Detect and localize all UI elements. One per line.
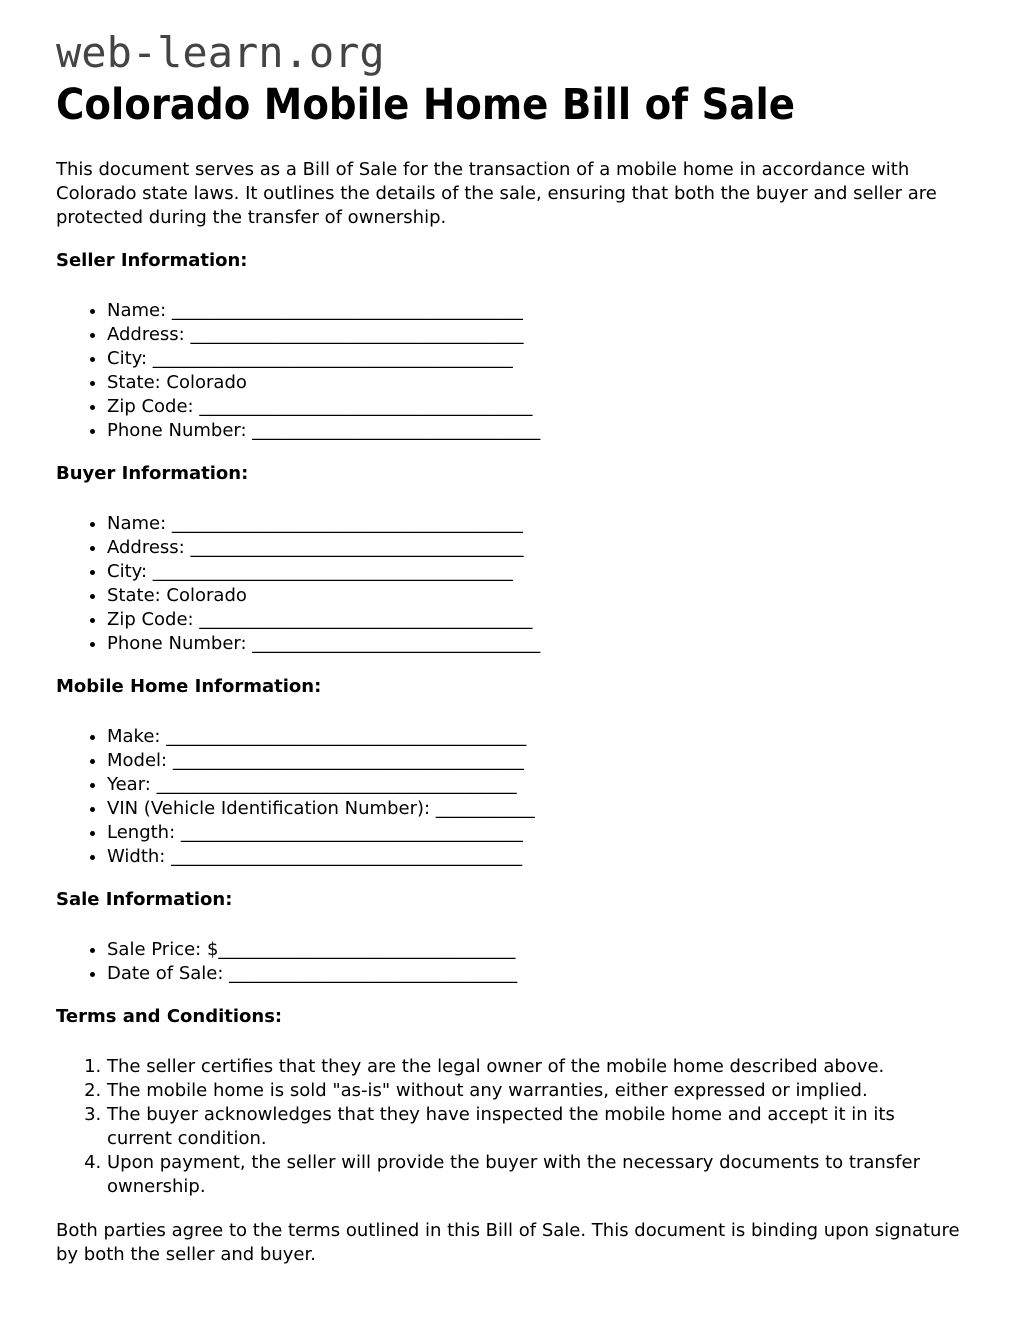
list-item-buyer-state: • State: Colorado [107, 584, 960, 608]
list-item-sale-price: • Sale Price: $_________________________________ [107, 938, 960, 962]
list-item-length: • Length: ______________________________________ [107, 821, 960, 845]
terms-item-legal-owner: 1. The seller certifies that they are the legal owner of the mobile home described above. [107, 1055, 960, 1079]
list-item-vin: • VIN (Vehicle Identification Number): ___________ [107, 797, 960, 821]
list-item-buyer-phone-number: • Phone Number: ________________________________ [107, 632, 960, 656]
section-heading-buyer-information: Buyer Information: [56, 463, 249, 484]
closing-paragraph: Both parties agree to the terms outlined in this Bill of Sale. This document is binding upon signature by both the seller and buyer. [56, 1220, 960, 1265]
section-heading-mobile-home-information: Mobile Home Information: [56, 676, 322, 697]
page-title [56, 80, 960, 130]
buyer-information-list [56, 512, 960, 656]
list-item-make: • Make: ________________________________________ [107, 725, 960, 749]
list-item-seller-zip-code: • Zip Code: _____________________________________ [107, 395, 960, 419]
terms-and-conditions-list [56, 1055, 960, 1199]
seller-information-list [56, 299, 960, 443]
site-logo: web-learn.org [56, 28, 385, 77]
list-item-buyer-city: • City: ________________________________________ [107, 560, 960, 584]
list-item-width: • Width: _______________________________________ [107, 845, 960, 869]
terms-item-documents: 4. Upon payment, the seller will provide the buyer with the necessary documents to transfer ownership. [107, 1151, 960, 1199]
terms-item-inspected: 3. The buyer acknowledges that they have inspected the mobile home and accept it in its current condition. [107, 1103, 960, 1151]
intro-paragraph: This document serves as a Bill of Sale for the transaction of a mobile home in accordance with Colorado state laws. It outlines the details of the sale, ensuring that both the buyer and seller are protected during the transfer of ownership. [56, 159, 937, 228]
list-item-seller-phone-number: • Phone Number: ________________________________ [107, 419, 960, 443]
mobile-home-information-list [56, 725, 960, 869]
page-title-text: Colorado Mobile Home Bill of Sale [56, 80, 796, 130]
section-heading-seller-information: Seller Information: [56, 250, 248, 271]
list-item-seller-address: • Address: _____________________________________ [107, 323, 960, 347]
terms-item-as-is: 2. The mobile home is sold "as-is" without any warranties, either expressed or implied. [107, 1079, 960, 1103]
list-item-seller-name: • Name: _______________________________________ [107, 299, 960, 323]
section-heading-terms-and-conditions: Terms and Conditions: [56, 1006, 283, 1027]
list-item-buyer-zip-code: • Zip Code: _____________________________________ [107, 608, 960, 632]
section-heading-sale-information: Sale Information: [56, 889, 233, 910]
list-item-buyer-name: • Name: _______________________________________ [107, 512, 960, 536]
list-item-year: • Year: ________________________________________ [107, 773, 960, 797]
list-item-seller-city: • City: ________________________________________ [107, 347, 960, 371]
list-item-date-of-sale: • Date of Sale: ________________________________ [107, 962, 960, 986]
sale-information-list [56, 938, 960, 986]
list-item-model: • Model: _______________________________________ [107, 749, 960, 773]
list-item-seller-state: • State: Colorado [107, 371, 960, 395]
list-item-buyer-address: • Address: _____________________________________ [107, 536, 960, 560]
